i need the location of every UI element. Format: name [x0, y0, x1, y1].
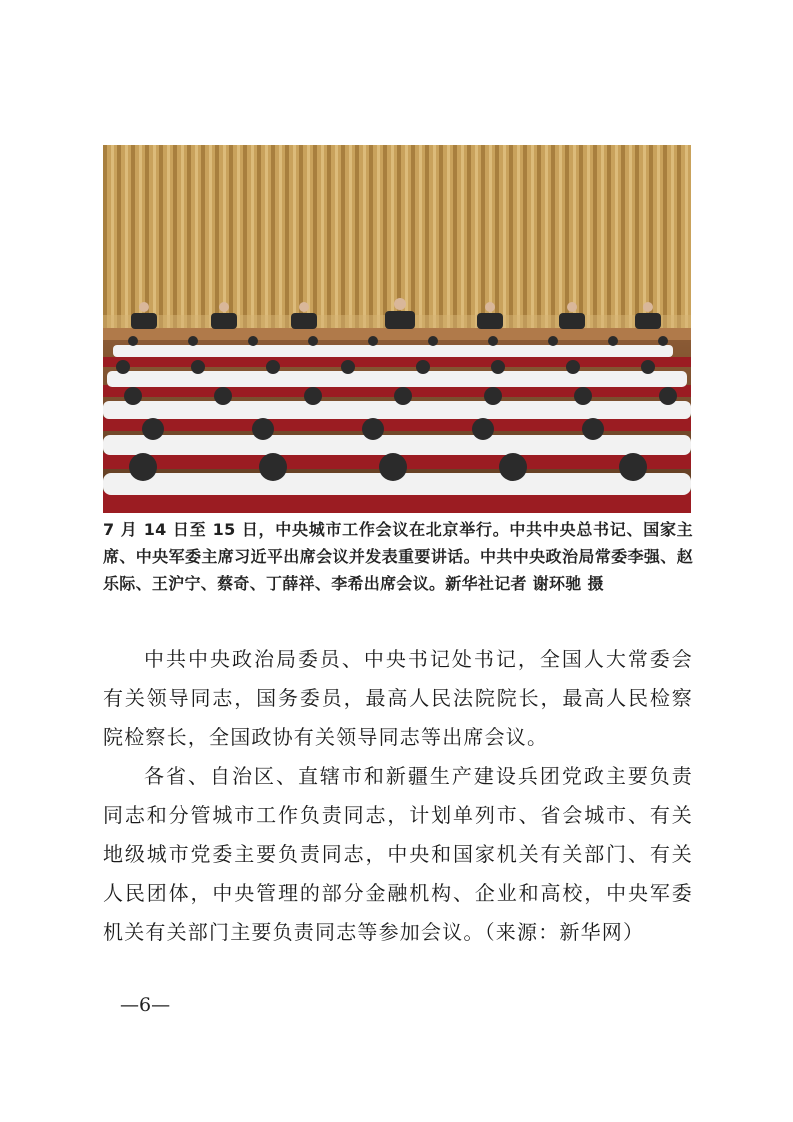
meeting-hall-photo-icon: [103, 145, 691, 513]
body-paragraph-2: 各省、自治区、直辖市和新疆生产建设兵团党政主要负责同志和分管城市工作负责同志，计划单列市、省会城市、有关地级城市党委主要负责同志，中央和国家机关有关部门、有关人民团体，中央管理的部分金融机构、企业和高校，中央军委机关有关部门主要负责同志等参加会议。（来源：新华网）: [103, 764, 693, 944]
meeting-hall-photo: [103, 145, 691, 513]
page-number: —6—: [120, 994, 171, 1016]
body-paragraph-1: 中共中央政治局委员、中央书记处书记，全国人大常委会有关领导同志，国务委员，最高人民法院院长，最高人民检察院检察长，全国政协有关领导同志等出席会议。: [103, 647, 693, 749]
photo-caption: 7 月 14 日至 15 日，中央城市工作会议在北京举行。中共中央总书记、国家主席、中央军委主席习近平出席会议并发表重要讲话。中共中央政治局常委李强、赵乐际、王沪宁、蔡奇、丁薛祥、李希出席会议。新华社记者 谢环驰 摄: [103, 520, 693, 593]
